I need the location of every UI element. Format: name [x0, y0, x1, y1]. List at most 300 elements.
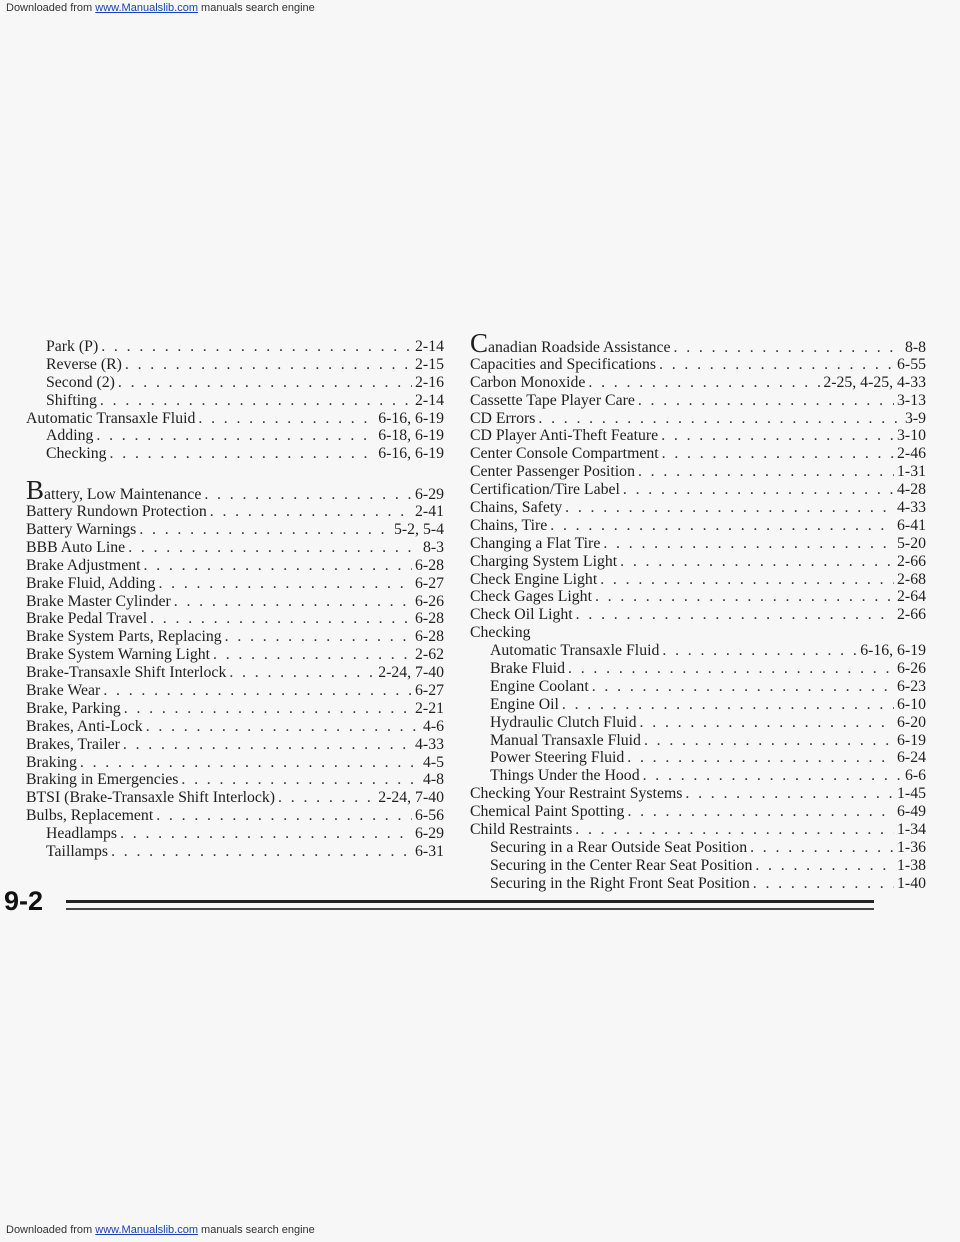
entry-page-ref: 2-66 — [897, 606, 926, 624]
dot-leader — [576, 606, 894, 624]
entry-label — [46, 392, 97, 410]
entry-label — [26, 807, 153, 825]
entry-label — [470, 392, 635, 410]
entry-label-text: Brake Adjustment — [26, 556, 141, 574]
entry-label-text: Certification/Tire Label — [470, 481, 620, 499]
entry-page-ref: 1-34 — [897, 821, 926, 839]
entry-label — [470, 553, 617, 571]
entry-label — [470, 445, 659, 463]
index-entry — [470, 749, 926, 767]
dot-leader — [750, 839, 894, 857]
index-entry — [470, 857, 926, 875]
dot-leader — [644, 732, 894, 750]
entry-label-text: Automatic Transaxle Fluid — [26, 409, 196, 427]
entry-label — [26, 700, 121, 718]
dot-leader — [662, 642, 857, 660]
index-entry — [26, 825, 444, 843]
index-entry — [470, 785, 926, 803]
entry-page-ref: 2-16 — [415, 373, 444, 391]
entry-page-ref: 4-8 — [422, 771, 444, 789]
index-entry — [470, 481, 926, 499]
entry-label — [470, 803, 624, 821]
entry-label — [26, 628, 222, 646]
page-footer — [0, 886, 960, 926]
dot-leader — [144, 557, 413, 575]
footer-prefix: Downloaded from — [6, 1224, 96, 1236]
entry-page-ref: 6-29 — [415, 825, 444, 843]
index-entry — [26, 807, 444, 825]
dot-leader — [80, 754, 420, 772]
section-initial: B — [26, 475, 45, 506]
dot-leader — [101, 338, 412, 356]
entry-page-ref: 6-55 — [897, 355, 926, 373]
index-entry — [470, 535, 926, 553]
entry-label-text: Power Steering Fluid — [490, 749, 625, 767]
entry-label — [490, 732, 641, 750]
entry-page-ref: 2-14 — [415, 338, 444, 355]
entry-label — [46, 374, 115, 392]
entry-page-ref: 1-45 — [897, 785, 926, 803]
index-entry — [470, 427, 926, 445]
entry-label — [470, 624, 531, 642]
manualslib-link[interactable]: www.Manualslib.com — [95, 2, 198, 14]
entry-label-text: Center Passenger Position — [470, 463, 635, 481]
entry-page-ref: 6-49 — [897, 803, 926, 821]
entry-label-text: Chemical Paint Spotting — [470, 803, 625, 821]
index-entry — [470, 445, 926, 463]
dot-leader — [146, 718, 420, 736]
index-entry — [26, 646, 444, 664]
entry-label — [470, 374, 585, 392]
dot-leader — [125, 356, 412, 374]
index-entry — [26, 610, 444, 628]
entry-label — [470, 785, 682, 803]
entry-page-ref: 3-10 — [897, 427, 926, 445]
dot-leader — [103, 682, 412, 700]
entry-label-text: Brake-Transaxle Shift Interlock — [26, 664, 227, 682]
entry-page-ref: 8-8 — [904, 339, 926, 356]
entry-page-ref: 8-3 — [422, 538, 444, 556]
dot-leader — [120, 825, 412, 843]
entry-label — [26, 521, 136, 539]
entry-label-text: Chains, Tire — [470, 516, 548, 534]
entry-page-ref: 6-20 — [897, 713, 926, 731]
index-entry — [26, 789, 444, 807]
entry-label-text: Chains, Safety — [470, 499, 563, 517]
dot-leader — [623, 481, 894, 499]
index-entry — [26, 410, 444, 428]
entry-page-ref: 6-41 — [897, 516, 926, 534]
entry-label — [470, 481, 620, 499]
index-entry — [26, 392, 444, 410]
entry-label — [26, 682, 100, 700]
entry-label — [470, 427, 658, 445]
entry-label-text: CD Errors — [470, 409, 536, 427]
entry-page-ref: 6-28 — [415, 610, 444, 628]
entry-label-text: Charging System Light — [470, 552, 618, 570]
entry-label — [490, 696, 559, 714]
dot-leader — [627, 803, 894, 821]
entry-page-ref: 1-31 — [897, 463, 926, 481]
dot-leader — [158, 575, 412, 593]
entry-page-ref: 2-68 — [897, 570, 926, 588]
entry-label-text: Brake Fluid — [490, 660, 566, 678]
entry-label-text: Braking — [26, 753, 77, 771]
entry-label-text: Bulbs, Replacement — [26, 807, 154, 825]
entry-label — [470, 328, 671, 358]
entry-label — [26, 539, 125, 557]
entry-label-text: Park (P) — [46, 338, 99, 355]
entry-label-text: Taillamps — [46, 843, 109, 861]
entry-label-text: Securing in the Center Rear Seat Position — [490, 856, 753, 874]
entry-label — [26, 410, 195, 428]
dot-leader — [110, 445, 376, 463]
dot-leader — [204, 486, 412, 504]
manualslib-footer-link[interactable]: www.Manualslib.com — [95, 1224, 198, 1236]
index-entry — [26, 521, 444, 539]
dot-leader — [96, 427, 375, 445]
entry-page-ref: 6-29 — [415, 486, 444, 504]
dot-leader — [620, 553, 894, 571]
entry-label-text: Brake Pedal Travel — [26, 610, 148, 628]
index-entry — [26, 356, 444, 374]
entry-label-text: Brake, Parking — [26, 699, 121, 717]
index-entry — [26, 557, 444, 575]
entry-label — [470, 821, 572, 839]
entry-page-ref: 1-40 — [897, 874, 926, 892]
entry-label-text: Securing in the Right Front Seat Position — [490, 874, 750, 892]
entry-label-text: BBB Auto Line — [26, 538, 126, 556]
entry-page-ref: 5-20 — [897, 534, 926, 552]
entry-label-text: Brake System Warning Light — [26, 646, 211, 664]
entry-label-text: Things Under the Hood — [490, 767, 640, 785]
entry-label — [26, 503, 207, 521]
entry-label — [26, 646, 210, 664]
entry-label — [490, 714, 637, 732]
index-entry — [470, 588, 926, 606]
entry-label-text: Brake System Parts, Replacing — [26, 628, 222, 646]
entry-page-ref: 6-6 — [904, 767, 926, 785]
dot-leader — [568, 660, 894, 678]
entry-label-text: Manual Transaxle Fluid — [490, 731, 641, 749]
entry-label-text: Child Restraints — [470, 821, 573, 839]
entry-label-text: Adding — [46, 427, 94, 445]
index-entry — [26, 718, 444, 736]
entry-label-text: Second (2) — [46, 373, 115, 391]
index-entry — [26, 445, 444, 463]
entry-label — [46, 843, 108, 861]
entry-page-ref: 4-33 — [897, 499, 926, 517]
dot-leader — [111, 843, 412, 861]
index-entry — [470, 821, 926, 839]
entry-label-text: Changing a Flat Tire — [470, 534, 601, 552]
index-entry — [26, 682, 444, 700]
entry-label — [470, 499, 562, 517]
entry-label — [470, 517, 547, 535]
dot-leader — [229, 664, 375, 682]
entry-page-ref: 1-36 — [897, 838, 926, 856]
dot-leader — [643, 767, 902, 785]
index-entry — [470, 714, 926, 732]
entry-label-text: Brakes, Trailer — [26, 735, 120, 753]
footer-rule-thin — [66, 908, 874, 910]
entry-label — [26, 718, 143, 736]
index-entry — [470, 767, 926, 785]
dot-leader — [592, 678, 894, 696]
entry-page-ref: 6-24 — [897, 749, 926, 767]
dot-leader — [225, 628, 412, 646]
entry-label — [26, 754, 77, 772]
index-entry — [26, 475, 444, 506]
index-entry — [470, 571, 926, 589]
entry-label-text: Braking in Emergencies — [26, 771, 179, 789]
entry-label-text: Center Console Compartment — [470, 445, 659, 463]
index-entry — [470, 328, 926, 358]
dot-leader — [640, 714, 894, 732]
entry-label — [490, 767, 640, 785]
index-entry — [26, 593, 444, 611]
entry-label-text: Engine Coolant — [490, 677, 589, 695]
entry-page-ref: 6-28 — [415, 628, 444, 646]
entry-label-text: anadian Roadside Assistance — [488, 339, 671, 356]
entry-page-ref: 6-19 — [897, 731, 926, 749]
dot-leader — [595, 588, 894, 606]
dot-leader — [661, 427, 894, 445]
index-entry — [26, 628, 444, 646]
entry-label — [46, 356, 122, 374]
entry-label — [46, 825, 117, 843]
entry-page-ref: 6-16, 6-19 — [860, 642, 926, 660]
entry-page-ref: 6-56 — [415, 807, 444, 825]
dot-leader — [659, 356, 894, 374]
entry-label-text: Check Gages Light — [470, 588, 592, 606]
entry-label-text: Check Engine Light — [470, 570, 598, 588]
entry-label — [470, 606, 573, 624]
entry-label-text: Check Oil Light — [470, 606, 573, 624]
dot-leader — [550, 517, 894, 535]
entry-label — [46, 427, 93, 445]
index-entry — [26, 700, 444, 718]
index-entry — [26, 539, 444, 557]
entry-label — [26, 610, 147, 628]
entry-label — [490, 642, 659, 660]
dot-leader — [638, 463, 894, 481]
entry-label-text: Capacities and Specifications — [470, 355, 656, 373]
entry-page-ref: 2-15 — [415, 355, 444, 373]
entry-label — [470, 410, 535, 428]
entry-page-ref: 6-16, 6-19 — [378, 445, 444, 463]
entry-page-ref: 6-31 — [415, 843, 444, 861]
entry-page-ref: 6-27 — [415, 574, 444, 592]
dot-leader — [562, 696, 894, 714]
index-entry — [26, 771, 444, 789]
index-entry — [26, 736, 444, 754]
index-entry — [26, 664, 444, 682]
entry-label-text: Shifting — [46, 391, 97, 409]
entry-page-ref: 6-18, 6-19 — [378, 427, 444, 445]
entry-page-ref: 6-23 — [897, 677, 926, 695]
entry-page-ref: 6-10 — [897, 695, 926, 713]
entry-label — [470, 535, 600, 553]
dot-leader — [124, 700, 412, 718]
entry-page-ref: 4-28 — [897, 481, 926, 499]
entry-page-ref: 2-25, 4-25, 4-33 — [823, 373, 926, 391]
entry-page-ref: 2-21 — [415, 699, 444, 717]
entry-label-text: BTSI (Brake-Transaxle Shift Interlock) — [26, 789, 276, 807]
index-column-left — [26, 338, 444, 861]
dot-leader — [150, 610, 412, 628]
entry-label — [26, 664, 226, 682]
page-number: 9-2 — [4, 886, 44, 916]
dot-leader — [674, 339, 902, 357]
entry-label-text: Hydraulic Clutch Fluid — [490, 713, 637, 731]
dot-leader — [118, 374, 412, 392]
entry-page-ref: 4-5 — [422, 753, 444, 771]
entry-page-ref: 2-66 — [897, 552, 926, 570]
index-entry — [26, 503, 444, 521]
entry-label-text: Brake Master Cylinder — [26, 592, 171, 610]
dot-leader — [181, 771, 420, 789]
dot-leader — [603, 535, 894, 553]
entry-page-ref: 2-24, 7-40 — [378, 664, 444, 682]
dot-leader — [538, 410, 902, 428]
entry-label-text: CD Player Anti-Theft Feature — [470, 427, 659, 445]
index-entry — [470, 606, 926, 624]
entry-page-ref: 2-62 — [415, 646, 444, 664]
entry-label-text: Engine Oil — [490, 695, 559, 713]
index-entry — [26, 843, 444, 861]
dot-leader — [210, 503, 412, 521]
entry-label-text: Checking Your Restraint Systems — [470, 785, 683, 803]
entry-label-text: Battery Rundown Protection — [26, 503, 207, 521]
index-entry — [470, 803, 926, 821]
index-entry — [470, 642, 926, 660]
footer-suffix: manuals search engine — [197, 1224, 315, 1236]
dot-leader — [139, 521, 391, 539]
entry-label-text: Headlamps — [46, 825, 118, 843]
dot-leader — [213, 646, 412, 664]
entry-label — [26, 593, 171, 611]
entry-label — [490, 749, 624, 767]
entry-label — [26, 575, 155, 593]
entry-page-ref: 3-13 — [897, 391, 926, 409]
entry-label — [470, 463, 635, 481]
index-entry — [26, 427, 444, 445]
dot-leader — [156, 807, 412, 825]
index-column-right — [470, 328, 926, 893]
index-entry — [470, 732, 926, 750]
entry-label-text: Checking — [46, 445, 107, 463]
entry-page-ref: 6-26 — [415, 592, 444, 610]
dot-leader — [100, 392, 412, 410]
entry-page-ref: 6-26 — [897, 660, 926, 678]
entry-page-ref: 1-38 — [897, 856, 926, 874]
entry-label — [470, 571, 597, 589]
dot-leader — [198, 410, 375, 428]
dot-leader — [685, 785, 894, 803]
dot-leader — [565, 499, 894, 517]
entry-label — [26, 557, 141, 575]
entry-label-text: Battery Warnings — [26, 521, 137, 539]
index-entry — [470, 678, 926, 696]
index-entry — [470, 374, 926, 392]
entry-label-text: Carbon Monoxide — [470, 373, 586, 391]
entry-page-ref: 6-16, 6-19 — [378, 409, 444, 427]
index-entry — [470, 660, 926, 678]
index-entry — [26, 374, 444, 392]
entry-page-ref: 6-27 — [415, 682, 444, 700]
dot-leader — [123, 736, 412, 754]
entry-label-text: attery, Low Maintenance — [44, 486, 202, 504]
dot-leader — [600, 571, 894, 589]
entry-label — [470, 356, 656, 374]
dot-leader — [662, 445, 894, 463]
entry-label-text: Checking — [470, 624, 531, 642]
entry-label — [490, 678, 589, 696]
dot-leader — [627, 749, 894, 767]
dot-leader — [575, 821, 894, 839]
dot-leader — [588, 374, 820, 392]
entry-label — [26, 789, 275, 807]
entry-label-text: Brakes, Anti-Lock — [26, 717, 143, 735]
entry-label — [490, 857, 752, 875]
download-header — [6, 2, 315, 14]
entry-label — [26, 736, 120, 754]
section-gap — [26, 463, 444, 485]
entry-page-ref: 2-14 — [415, 391, 444, 409]
index-entry — [26, 575, 444, 593]
entry-label — [26, 475, 202, 506]
index-entry — [470, 839, 926, 857]
entry-label — [490, 660, 565, 678]
entry-label-text: Brake Wear — [26, 682, 101, 700]
entry-label — [46, 338, 98, 356]
dot-leader — [638, 392, 894, 410]
index-entry — [26, 754, 444, 772]
entry-label-text: Automatic Transaxle Fluid — [490, 642, 660, 660]
entry-page-ref: 2-46 — [897, 445, 926, 463]
index-entry — [470, 392, 926, 410]
entry-label — [46, 445, 107, 463]
footer-rule-thick — [66, 900, 874, 903]
entry-page-ref: 4-6 — [422, 717, 444, 735]
entry-label-text: Cassette Tape Player Care — [470, 391, 635, 409]
dot-leader — [755, 857, 894, 875]
entry-label-text: Brake Fluid, Adding — [26, 574, 156, 592]
index-entry — [26, 338, 444, 356]
index-entry — [470, 696, 926, 714]
header-prefix: Downloaded from — [6, 2, 96, 14]
index-entry — [470, 410, 926, 428]
entry-label — [26, 771, 178, 789]
entry-label — [490, 839, 747, 857]
index-entry — [470, 356, 926, 374]
entry-page-ref: 2-24, 7-40 — [378, 789, 444, 807]
entry-label — [470, 588, 592, 606]
entry-page-ref: 2-64 — [897, 588, 926, 606]
entry-label-text: Securing in a Rear Outside Seat Position — [490, 838, 748, 856]
header-suffix: manuals search engine — [197, 2, 315, 14]
entry-page-ref: 5-2, 5-4 — [393, 521, 444, 539]
entry-label-text: Reverse (R) — [46, 355, 122, 373]
entry-page-ref: 4-33 — [415, 735, 444, 753]
dot-leader — [174, 593, 412, 611]
dot-leader — [278, 789, 375, 807]
entry-page-ref: 3-9 — [904, 409, 926, 427]
entry-page-ref: 6-28 — [415, 556, 444, 574]
section-initial: C — [470, 328, 489, 358]
dot-leader — [128, 539, 420, 557]
